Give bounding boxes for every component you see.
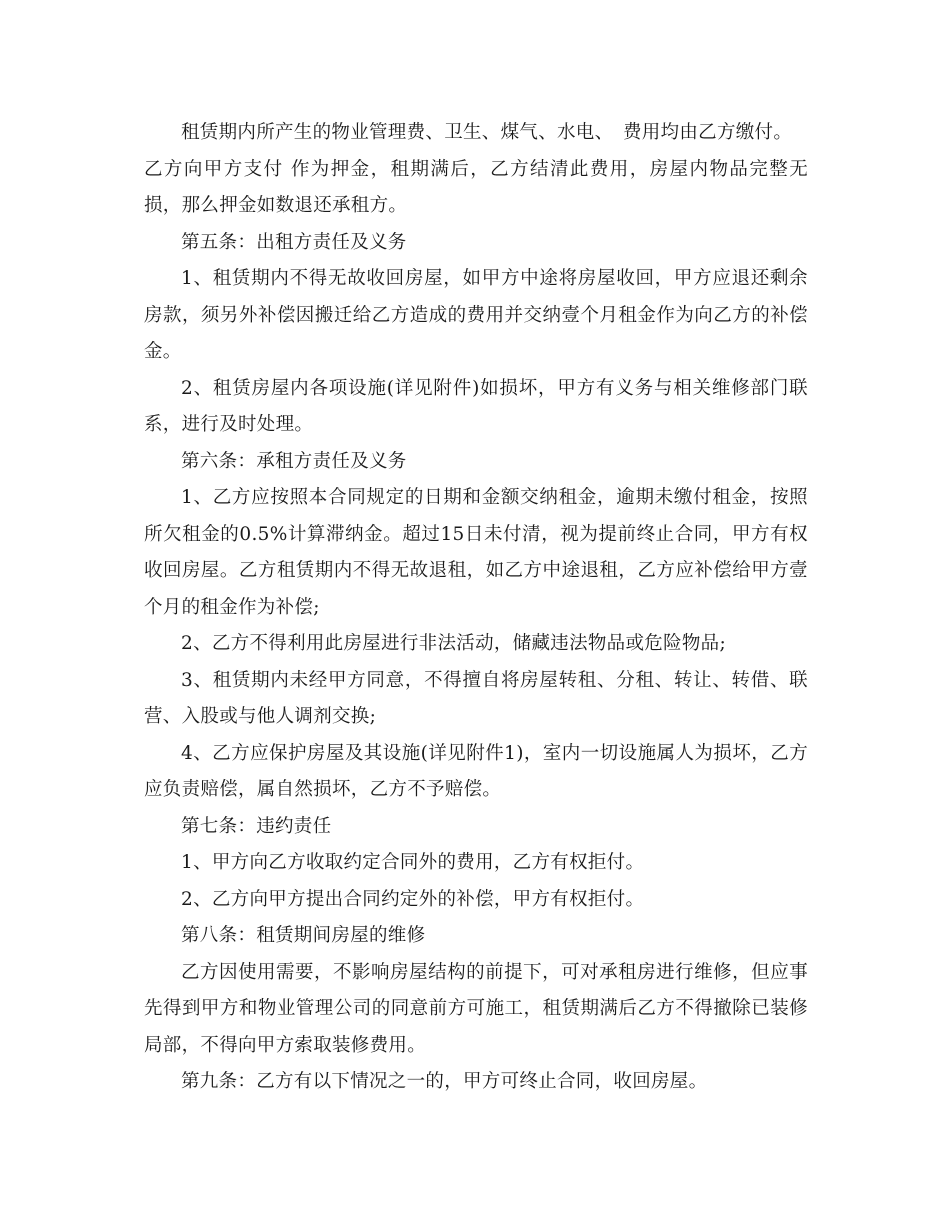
paragraph-fees: 租赁期内所产生的物业管理费、卫生、煤气、水电、 费用均由乙方缴付。 xyxy=(181,122,793,143)
heading-article-5: 第五条：出租方责任及义务 xyxy=(181,231,407,253)
paragraph-article-5-item-2: 2、租赁房屋内各项设施(详见附件)如损坏，甲方有义务与相关维修部门联系，进行及时处理。 xyxy=(144,377,808,435)
heading-article-6: 第六条：承租方责任及义务 xyxy=(181,450,407,472)
paragraph-article-7-item-1: 1、甲方向乙方收取约定合同外的费用，乙方有权拒付。 xyxy=(181,852,645,873)
paragraph-article-5-item-1: 1、租赁期内不得无故收回房屋，如甲方中途将房屋收回，甲方应退还剩余房款，须另外补偿因搬迁给乙方造成的费用并交纳壹个月租金作为向乙方的补偿金。 xyxy=(144,268,808,362)
paragraph-article-7-item-2: 2、乙方向甲方提出合同约定外的补偿，甲方有权拒付。 xyxy=(181,888,645,910)
heading-article-9: 第九条：乙方有以下情况之一的，甲方可终止合同，收回房屋。 xyxy=(181,1071,708,1092)
paragraph-deposit: 乙方向甲方支付 作为押金，租期满后，乙方结清此费用，房屋内物品完整无损，那么押金如数退还承租方。 xyxy=(144,158,808,216)
document-body xyxy=(144,115,808,1101)
heading-article-8: 第八条：租赁期间房屋的维修 xyxy=(181,925,426,946)
paragraph-article-8-body: 乙方因使用需要，不影响房屋结构的前提下，可对承租房进行维修，但应事先得到甲方和物业管理公司的同意前方可施工，租赁期满后乙方不得撤除已装修局部，不得向甲方索取装修费用。 xyxy=(144,961,808,1056)
heading-article-7: 第七条：违约责任 xyxy=(181,815,332,837)
paragraph-article-6-item-4: 4、乙方应保护房屋及其设施(详见附件1)，室内一切设施属人为损坏，乙方应负责赔偿，属自然损坏，乙方不予赔偿。 xyxy=(144,742,808,800)
paragraph-article-6-item-3: 3、租赁期内未经甲方同意，不得擅自将房屋转租、分租、转让、转借、联营、入股或与他人调剂交换; xyxy=(144,669,808,727)
paragraph-article-6-item-2: 2、乙方不得利用此房屋进行非法活动，储藏违法物品或危险物品; xyxy=(181,633,727,654)
paragraph-article-6-item-1: 1、乙方应按照本合同规定的日期和金额交纳租金，逾期未缴付租金，按照所欠租金的0.5%计算滞纳金。超过15日未付清，视为提前终止合同，甲方有权收回房屋。乙方租赁期内不得无故退租，如乙方中途退租，乙方应补偿给甲方壹个月的租金作为补偿; xyxy=(144,487,808,618)
